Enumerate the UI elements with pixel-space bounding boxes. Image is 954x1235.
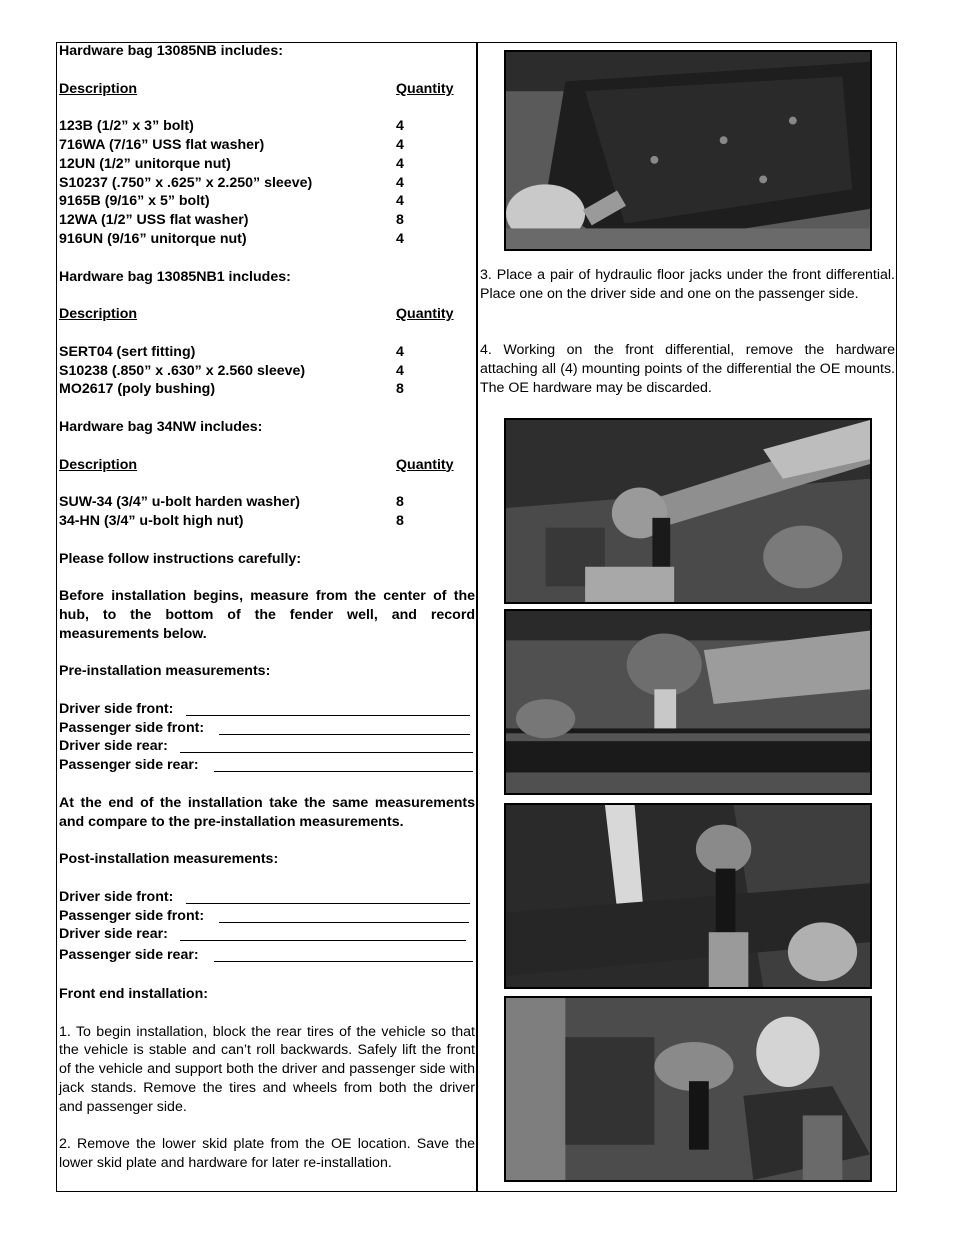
- table-row: MO2617 (poly bushing) 8: [59, 381, 404, 398]
- table-row: 123B (1/2” x 3” bolt) 4: [59, 118, 404, 135]
- table-row: SUW-34 (3/4” u-bolt harden washer) 8: [59, 494, 404, 511]
- pre-install-heading: Pre-installation measurements:: [59, 663, 271, 680]
- post-passenger-front-field[interactable]: Passenger side front:: [59, 907, 475, 926]
- step-2-text: 2. Remove the lower skid plate from the OE location. Save the lower skid plate and hardware for later re-installation.: [59, 1136, 475, 1172]
- table-row: 12UN (1/2” unitorque nut) 4: [59, 155, 404, 172]
- end-of-install-text: At the end of the installation take the same measurements and compare to the pre-installation measurements.: [59, 794, 475, 830]
- pre-passenger-rear-field[interactable]: Passenger side rear:: [59, 756, 475, 775]
- differential-mount-photo-2: [504, 609, 872, 795]
- table-row: S10238 (.850” x .630” x 2.560 sleeve) 4: [59, 362, 404, 379]
- post-install-heading: Post-installation measurements:: [59, 851, 279, 868]
- bag2-heading: Hardware bag 13085NB1 includes:: [59, 268, 291, 285]
- step-4-text: 4. Working on the front differential, remove the hardware attaching all (4) mounting points of the differential the OE mounts. The OE hardware may be discarded.: [480, 342, 895, 396]
- step-3-text: 3. Place a pair of hydraulic floor jacks under the front differential. Place one on the driver side and one on the passenger side.: [480, 267, 895, 302]
- table-row: S10237 (.750” x .625” x 2.250” sleeve) 4: [59, 174, 404, 191]
- table-row: 9165B (9/16” x 5” bolt) 4: [59, 193, 404, 210]
- left-column: [59, 42, 475, 1173]
- quantity-header: Quantity: [396, 80, 454, 97]
- bag3-table-header: Description Quantity: [59, 456, 454, 473]
- step-1-text: 1. To begin installation, block the rear tires of the vehicle so that the vehicle is stable and can’t roll backwards. Safely lift the front of the vehicle and support both the driver and passenger side with jack stands. Remove the tires and wheels from both the driver and passenger side.: [59, 1023, 475, 1115]
- bag2-table-header: Description Quantity: [59, 306, 454, 323]
- table-row: 12WA (1/2” USS flat washer) 8: [59, 212, 404, 229]
- pre-driver-front-field[interactable]: Driver side front:: [59, 700, 475, 719]
- table-row: 916UN (9/16” unitorque nut) 4: [59, 230, 404, 247]
- differential-mount-photo-3: [504, 803, 872, 989]
- table-row: SERT04 (sert fitting) 4: [59, 343, 404, 360]
- front-end-heading: Front end installation:: [59, 986, 208, 1003]
- bag1-table-header: [59, 80, 475, 99]
- table-row: 34-HN (3/4” u-bolt high nut) 8: [59, 512, 404, 529]
- differential-mount-photo-4: [504, 996, 872, 1182]
- pre-passenger-front-field[interactable]: Passenger side front:: [59, 719, 475, 738]
- column-divider: [476, 42, 478, 1192]
- differential-mount-photo-1: [504, 418, 872, 604]
- post-passenger-rear-field[interactable]: Passenger side rear:: [59, 946, 475, 965]
- bag3-heading: Hardware bag 34NW includes:: [59, 418, 263, 435]
- post-driver-rear-field[interactable]: Driver side rear:: [59, 925, 475, 944]
- post-driver-front-field[interactable]: Driver side front:: [59, 888, 475, 907]
- description-header: Description: [59, 80, 138, 97]
- skid-plate-removal-photo: [504, 50, 872, 251]
- before-install-text: Before installation begins, measure from the center of the hub, to the bottom of the fender well, and record measurements below.: [59, 588, 475, 642]
- table-row: 716WA (7/16” USS flat washer) 4: [59, 136, 404, 153]
- follow-instructions: Please follow instructions carefully:: [59, 550, 302, 567]
- bag1-heading: Hardware bag 13085NB includes:: [59, 43, 283, 59]
- pre-driver-rear-field[interactable]: Driver side rear:: [59, 737, 475, 756]
